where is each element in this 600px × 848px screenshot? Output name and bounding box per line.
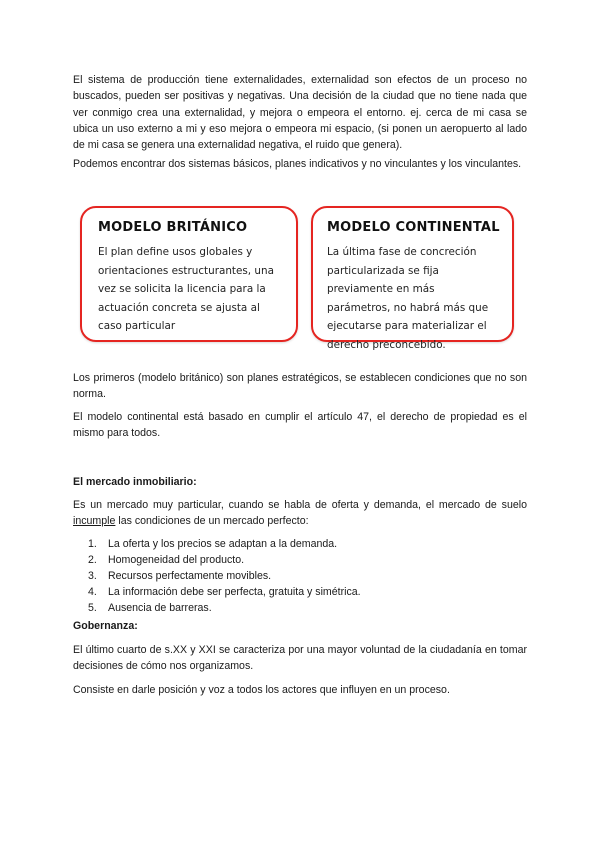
mercado-intro-before: Es un mercado muy particular, cuando se habla de oferta y demanda, el mercado de suelo: [73, 499, 527, 511]
continental-model-title: MODELO CONTINENTAL: [327, 220, 500, 235]
continental-model-box: [311, 206, 514, 351]
list-item-number: 4.: [88, 586, 97, 598]
british-model-title: MODELO BRITÁNICO: [98, 220, 248, 235]
continental-model-text: La última fase de concreción particularizada se fija previamente en más parámetros, no habrá más que ejecutarse para materializar el derecho preconcebido.: [327, 246, 489, 351]
list-item: [88, 568, 361, 584]
heading-gobernanza: Gobernanza:: [73, 620, 138, 632]
list-item-number: 3.: [88, 570, 97, 582]
list-item: [88, 584, 361, 600]
list-item: [88, 536, 361, 552]
list-item-number: 2.: [88, 554, 97, 566]
paragraph-modelo-britanico: Los primeros (modelo británico) son planes estratégicos, se establecen condiciones que no son norma.: [73, 372, 527, 401]
paragraph-gobernanza-actores: Consiste en darle posición y voz a todos los actores que influyen en un proceso.: [73, 684, 450, 696]
british-model-text: El plan define usos globales y orientaciones estructurantes, una vez se solicita la licencia para la actuación concreta se ajusta al caso particular: [98, 246, 274, 332]
list-item-text: Ausencia de barreras.: [108, 602, 212, 614]
list-item: [88, 600, 361, 616]
mercado-intro-underlined: incumple: [73, 515, 116, 528]
paragraph-sistemas-basicos: Podemos encontrar dos sistemas básicos, planes indicativos y no vinculantes y los vinculantes.: [73, 158, 522, 170]
heading-mercado-inmobiliario: El mercado inmobiliario:: [73, 476, 197, 488]
list-item-text: Recursos perfectamente movibles.: [108, 570, 272, 582]
list-item-text: La información debe ser perfecta, gratuita y simétrica.: [108, 586, 361, 598]
mercado-intro-after: las condiciones de un mercado perfecto:: [115, 515, 309, 528]
list-item: [88, 552, 361, 568]
paragraph-externalidades: El sistema de producción tiene externalidades, externalidad son efectos de un proceso no buscados, pueden ser positivas y negativas. Una decisión de la ciudad que no tiene nada que ver conmigo crea una externalidad, y mejora o empeora el entorno. ej. cerca de mi casa se ubica un uso externo a mi y eso mejora o empeora mi espacio, (si ponen un aeropuerto al lado de mi casa se genera una externalidad negativa, el ruido que genera).: [73, 74, 527, 152]
list-item-number: 5.: [88, 602, 97, 614]
paragraph-modelo-continental: El modelo continental está basado en cumplir el artículo 47, el derecho de propiedad es el mismo para todos.: [73, 411, 527, 440]
list-item-text: Homogeneidad del producto.: [108, 554, 245, 566]
market-conditions-list: [88, 536, 361, 616]
british-model-box: [80, 206, 298, 342]
paragraph-mercado-intro: [73, 497, 527, 530]
list-item-text: La oferta y los precios se adaptan a la demanda.: [108, 538, 338, 550]
list-item-number: 1.: [88, 538, 97, 550]
paragraph-gobernanza: El último cuarto de s.XX y XXI se caracteriza por una mayor voluntad de la ciudadanía en tomar decisiones de cómo nos organizamos.: [73, 644, 527, 673]
models-figure: [80, 206, 516, 351]
